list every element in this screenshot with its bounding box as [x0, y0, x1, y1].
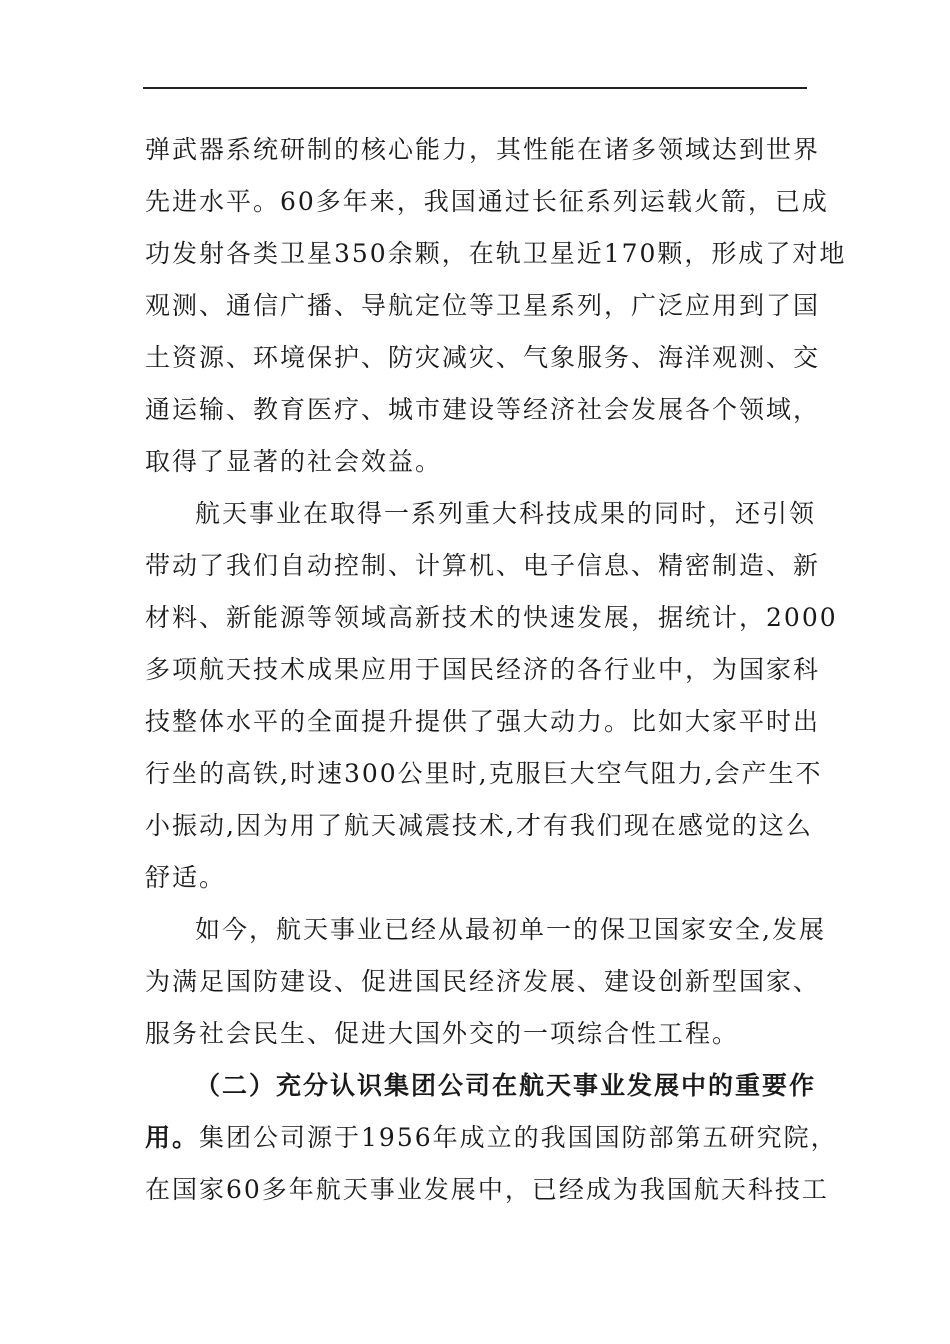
text-line — [145, 1112, 838, 1164]
text-line: 舒适。 — [145, 863, 227, 892]
text-line: 在国家60多年航天事业发展中，已经成为我国航天科技工 — [145, 1175, 829, 1204]
text-line: 航天事业在取得一系列重大科技成果的同时，还引领 — [195, 499, 817, 528]
text-line: 多项航天技术成果应用于国民经济的各行业中，为国家科 — [145, 655, 821, 684]
text-line: 为满足国防建设、促进国民经济发展、建设创新型国家、 — [145, 967, 821, 996]
section-text: 集团公司源于1956年成立的我国国防部第五研究院， — [199, 1123, 838, 1152]
text-line: 技整体水平的全面提升提供了强大动力。比如大家平时出 — [145, 707, 821, 736]
text-line: 先进水平。60多年来，我国通过长征系列运载火箭，已成 — [145, 187, 829, 216]
text-line: 如今，航天事业已经从最初单一的保卫国家安全,发展 — [195, 915, 826, 944]
text-line: 功发射各类卫星350余颗，在轨卫星近170颗，形成了对地 — [145, 239, 847, 268]
document-body — [145, 124, 847, 1216]
text-line: 服务社会民生、促进大国外交的一项综合性工程。 — [145, 1019, 740, 1048]
text-line: 行坐的高铁,时速300公里时,克服巨大空气阻力,会产生不 — [145, 759, 823, 788]
text-line: 通运输、教育医疗、城市建设等经济社会发展各个领域， — [145, 395, 821, 424]
text-line: 带动了我们自动控制、计算机、电子信息、精密制造、新 — [145, 551, 821, 580]
text-line: 小振动,因为用了航天减震技术,才有我们现在感觉的这么 — [145, 811, 813, 840]
text-line: 取得了显著的社会效益。 — [145, 447, 443, 476]
header-rule — [143, 87, 807, 89]
section-heading-end: 用。 — [145, 1123, 200, 1152]
text-line: 弹武器系统研制的核心能力，其性能在诸多领域达到世界 — [145, 135, 821, 164]
text-line: 土资源、环境保护、防灾减灾、气象服务、海洋观测、交 — [145, 343, 821, 372]
text-line: 观测、通信广播、导航定位等卫星系列，广泛应用到了国 — [145, 291, 821, 320]
section-heading: （二）充分认识集团公司在航天事业发展中的重要作 — [195, 1071, 817, 1100]
text-line: 材料、新能源等领域高新技术的快速发展，据统计，2000 — [145, 603, 838, 632]
